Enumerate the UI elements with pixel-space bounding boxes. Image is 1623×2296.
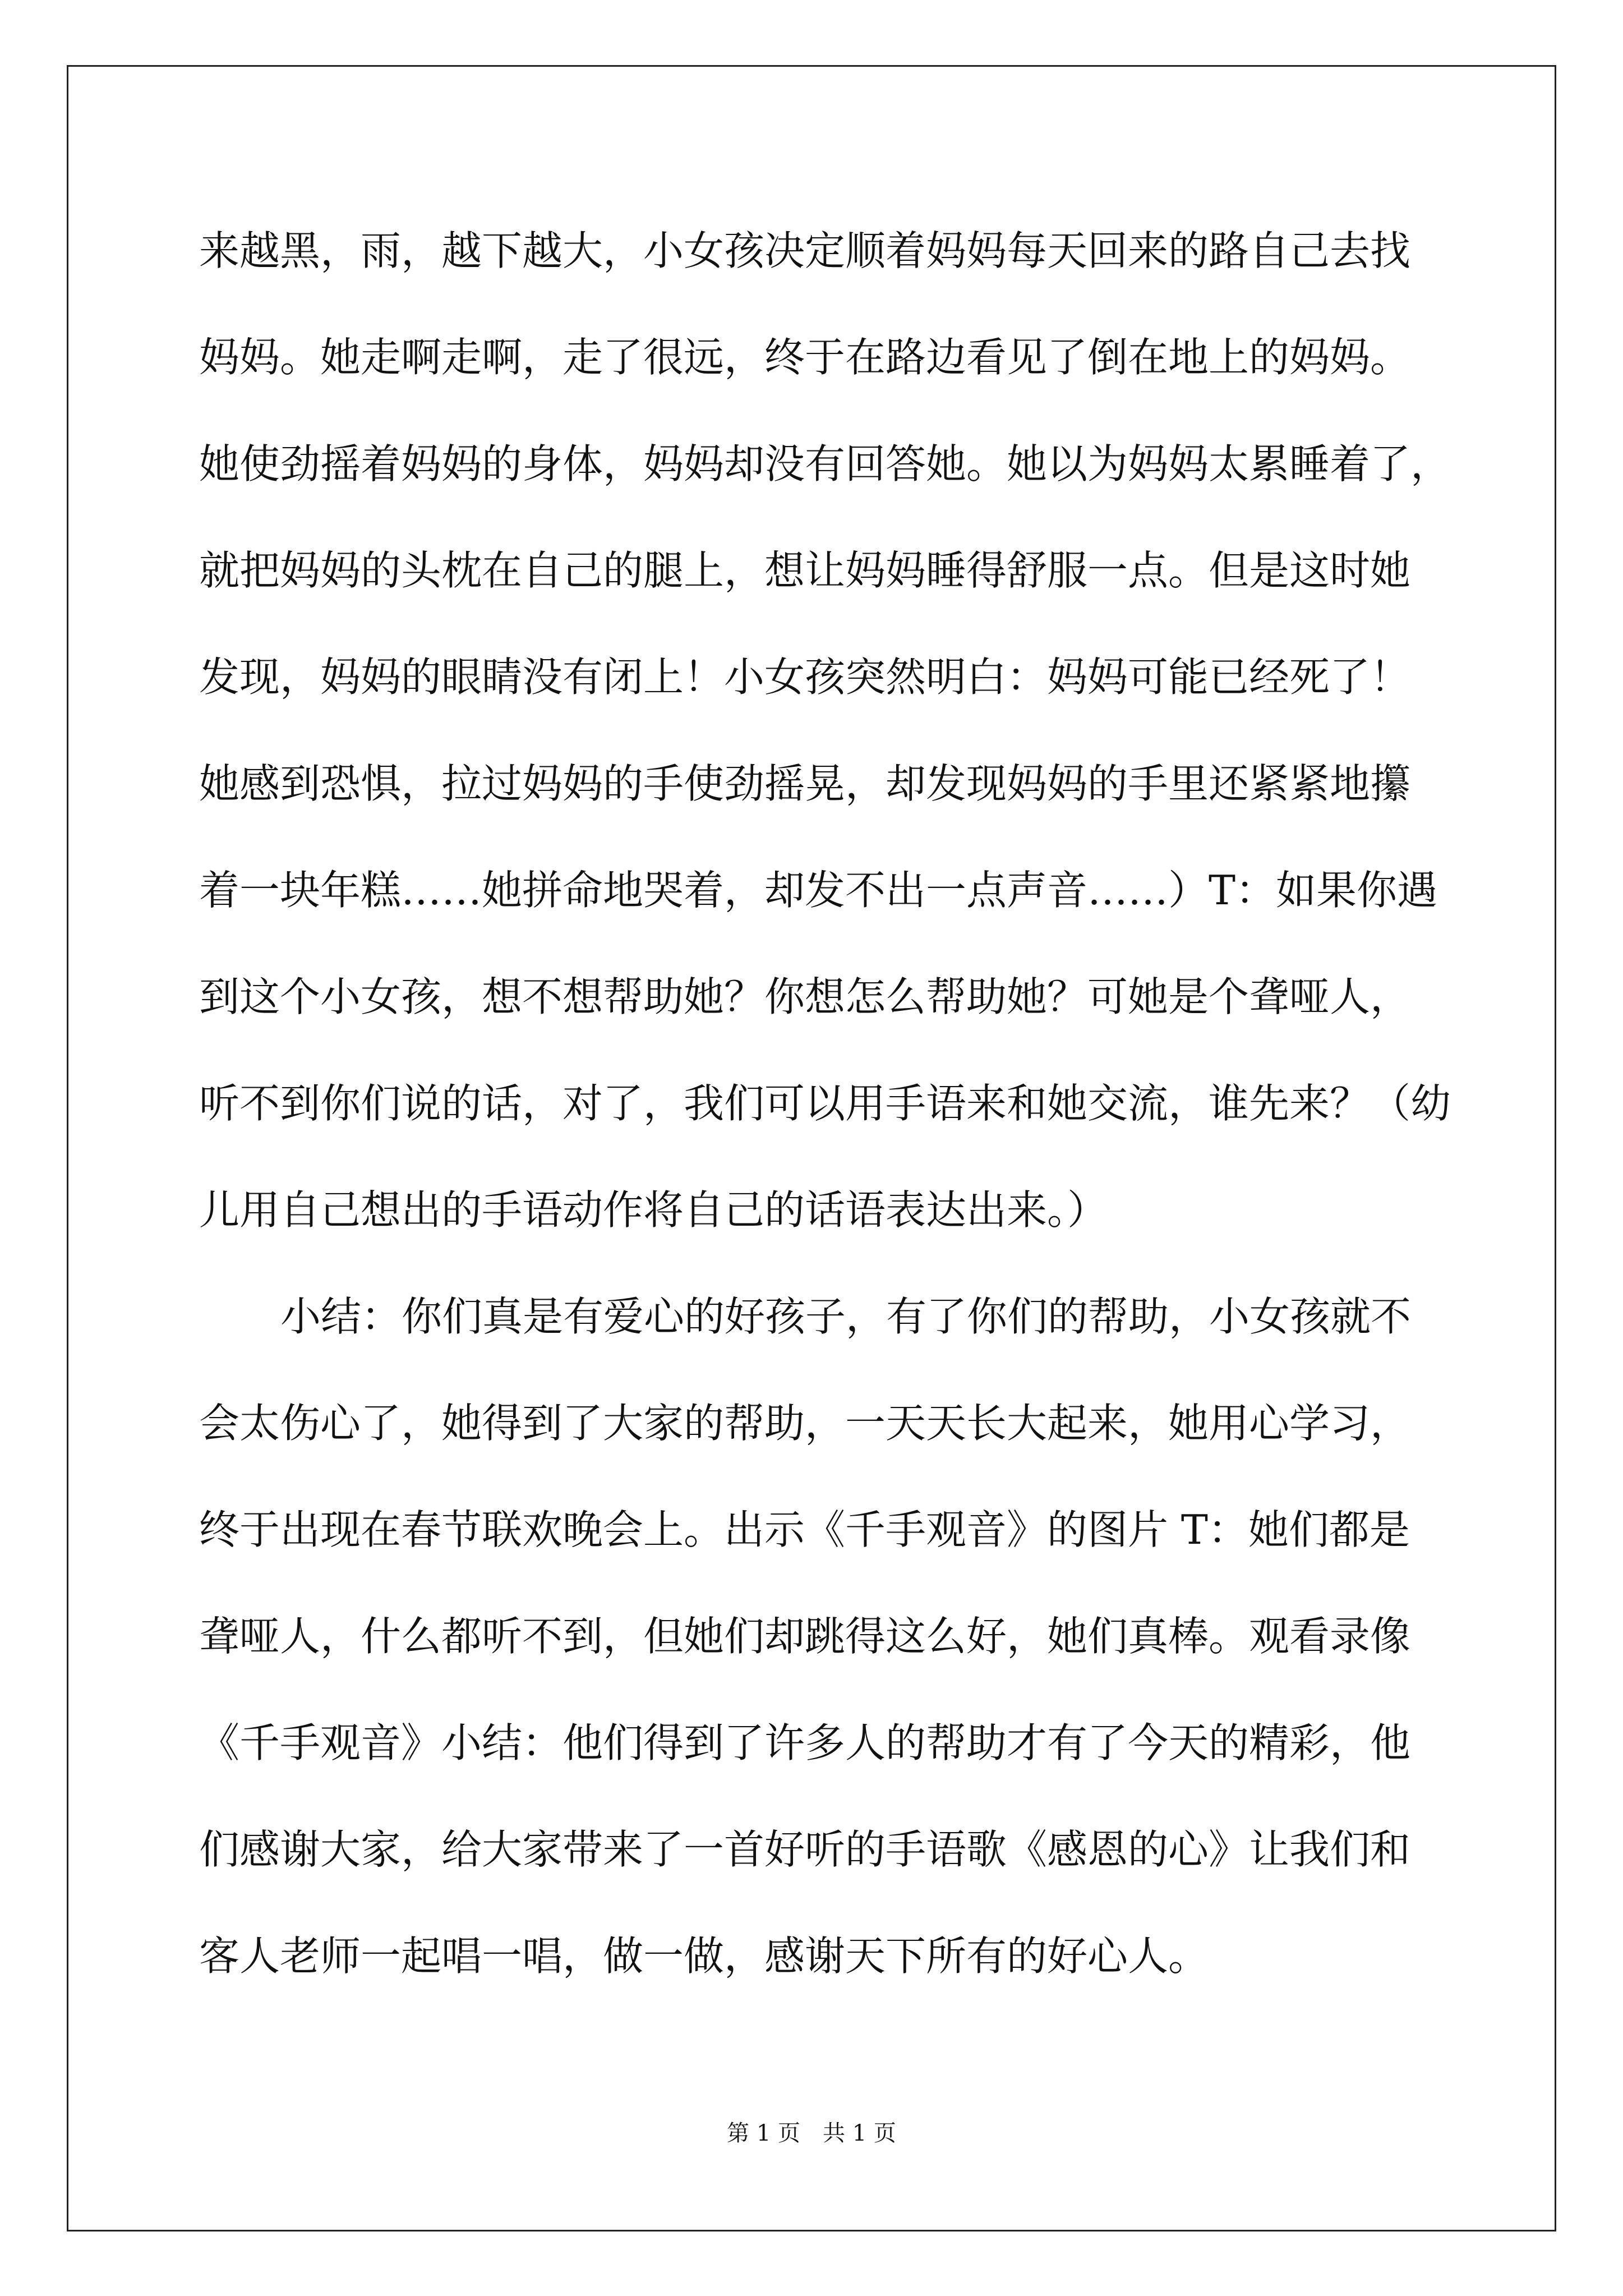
text-line: 到这个小女孩，想不想帮助她？你想怎么帮助她？可她是个聋哑人， bbox=[199, 973, 1411, 1020]
text-line: 终于出现在春节联欢晚会上。出示《千手观音》的图片 T：她们都是 bbox=[199, 1506, 1410, 1553]
page-border bbox=[67, 65, 1556, 2231]
text-line: 《千手观音》小结：他们得到了许多人的帮助才有了今天的精彩，他 bbox=[199, 1719, 1411, 1766]
text-line: 儿用自己想出的手语动作将自己的话语表达出来。） bbox=[199, 1186, 1108, 1234]
text-line: 就把妈妈的头枕在自己的腿上，想让妈妈睡得舒服一点。但是这时她 bbox=[199, 547, 1411, 594]
text-line: 们感谢大家，给大家带来了一首好听的手语歌《感恩的心》让我们和 bbox=[199, 1826, 1411, 1873]
text-line: 着一块年糕……她拼命地哭着，却发不出一点声音……）T：如果你遇 bbox=[199, 867, 1438, 914]
text-line: 发现，妈妈的眼睛没有闭上！小女孩突然明白：妈妈可能已经死了！ bbox=[199, 654, 1411, 701]
paragraph-first-line: 小结：你们真是有爱心的好孩子，有了你们的帮助，小女孩就不 bbox=[280, 1293, 1412, 1340]
text-line: 听不到你们说的话，对了，我们可以用手语来和她交流，谁先来？（幼 bbox=[199, 1080, 1451, 1127]
text-line: 会太伤心了，她得到了大家的帮助，一天天长大起来，她用心学习， bbox=[199, 1400, 1411, 1447]
text-line: 客人老师一起唱一唱，做一做，感谢天下所有的好心人。 bbox=[199, 1932, 1209, 1980]
text-line: 来越黑，雨，越下越大，小女孩决定顺着妈妈每天回来的路自己去找 bbox=[199, 227, 1411, 274]
text-line: 她感到恐惧，拉过妈妈的手使劲摇晃，却发现妈妈的手里还紧紧地攥 bbox=[199, 760, 1411, 807]
text-line: 她使劲摇着妈妈的身体，妈妈却没有回答她。她以为妈妈太累睡着了， bbox=[199, 440, 1451, 487]
page-number: 第 1 页 共 1 页 bbox=[727, 2120, 896, 2146]
text-line: 妈妈。她走啊走啊，走了很远，终于在路边看见了倒在地上的妈妈。 bbox=[199, 334, 1411, 381]
text-line: 聋哑人，什么都听不到，但她们却跳得这么好，她们真棒。观看录像 bbox=[199, 1613, 1411, 1660]
